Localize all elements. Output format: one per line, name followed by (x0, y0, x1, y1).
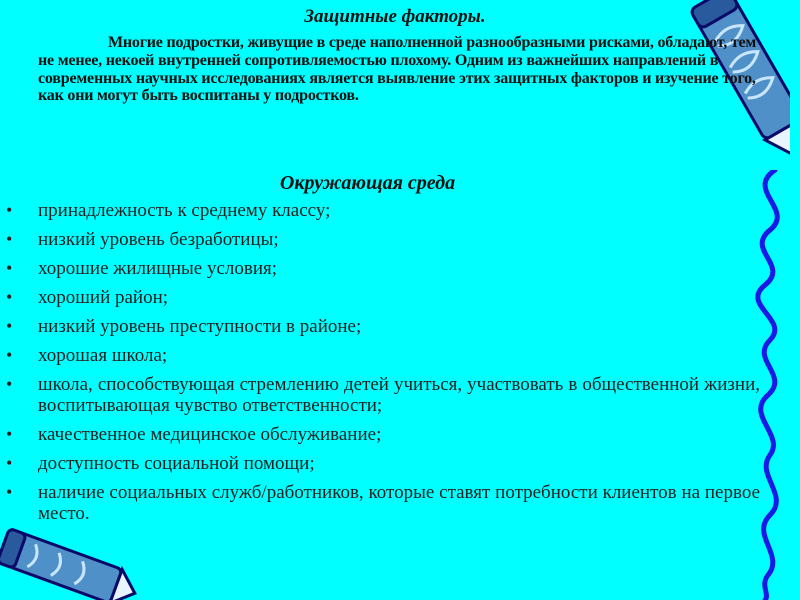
bullet-icon: • (6, 287, 13, 307)
list-item-text: низкий уровень преступности в районе; (38, 316, 362, 337)
bullet-icon: • (6, 424, 13, 444)
list-item (0, 229, 760, 250)
bullet-icon: • (6, 258, 13, 278)
list-item-text: доступность социальной помощи; (38, 453, 315, 474)
bullet-icon: • (6, 453, 13, 473)
factor-list (0, 200, 760, 532)
intro-paragraph: Многие подростки, живущие в среде наполненной разнообразными рисками, обладают, тем не менее, некоей внутренней сопротивляемостью плохому. Одним из важнейших направлений в современных научных исследованиях является выявление этих защитных факторов и изучение того, как они могут быть воспитаны у подростков. (38, 34, 757, 105)
list-item-text: хорошая школа; (38, 345, 168, 366)
list-item (0, 200, 760, 221)
list-item (0, 345, 760, 366)
bullet-icon: • (6, 345, 13, 365)
section-subtitle: Окружающая среда (279, 172, 456, 194)
slide-title: Защитные факторы. (304, 6, 486, 27)
list-item-text: качественное медицинское обслуживание; (38, 424, 382, 445)
list-item-text: принадлежность к среднему классу; (38, 200, 331, 221)
bullet-icon: • (6, 374, 13, 394)
bullet-icon: • (6, 482, 13, 502)
list-item (0, 287, 760, 308)
list-item (0, 374, 760, 416)
list-item (0, 482, 760, 524)
list-item (0, 424, 760, 445)
list-item-text: наличие социальных служб/работников, которые ставят потребности клиентов на первое место. (38, 482, 760, 524)
bullet-icon: • (6, 229, 13, 249)
list-item-text: школа, способствующая стремлению детей учиться, участвовать в общественной жизни, воспитывающая чувство ответственности; (38, 374, 760, 416)
list-item (0, 316, 760, 337)
bullet-icon: • (6, 316, 13, 336)
list-item (0, 453, 760, 474)
list-item-text: низкий уровень безработицы; (38, 229, 279, 250)
list-item-text: хорошие жилищные условия; (38, 258, 278, 279)
bullet-icon: • (6, 200, 13, 220)
list-item-text: хороший район; (38, 287, 169, 308)
list-item (0, 258, 760, 279)
